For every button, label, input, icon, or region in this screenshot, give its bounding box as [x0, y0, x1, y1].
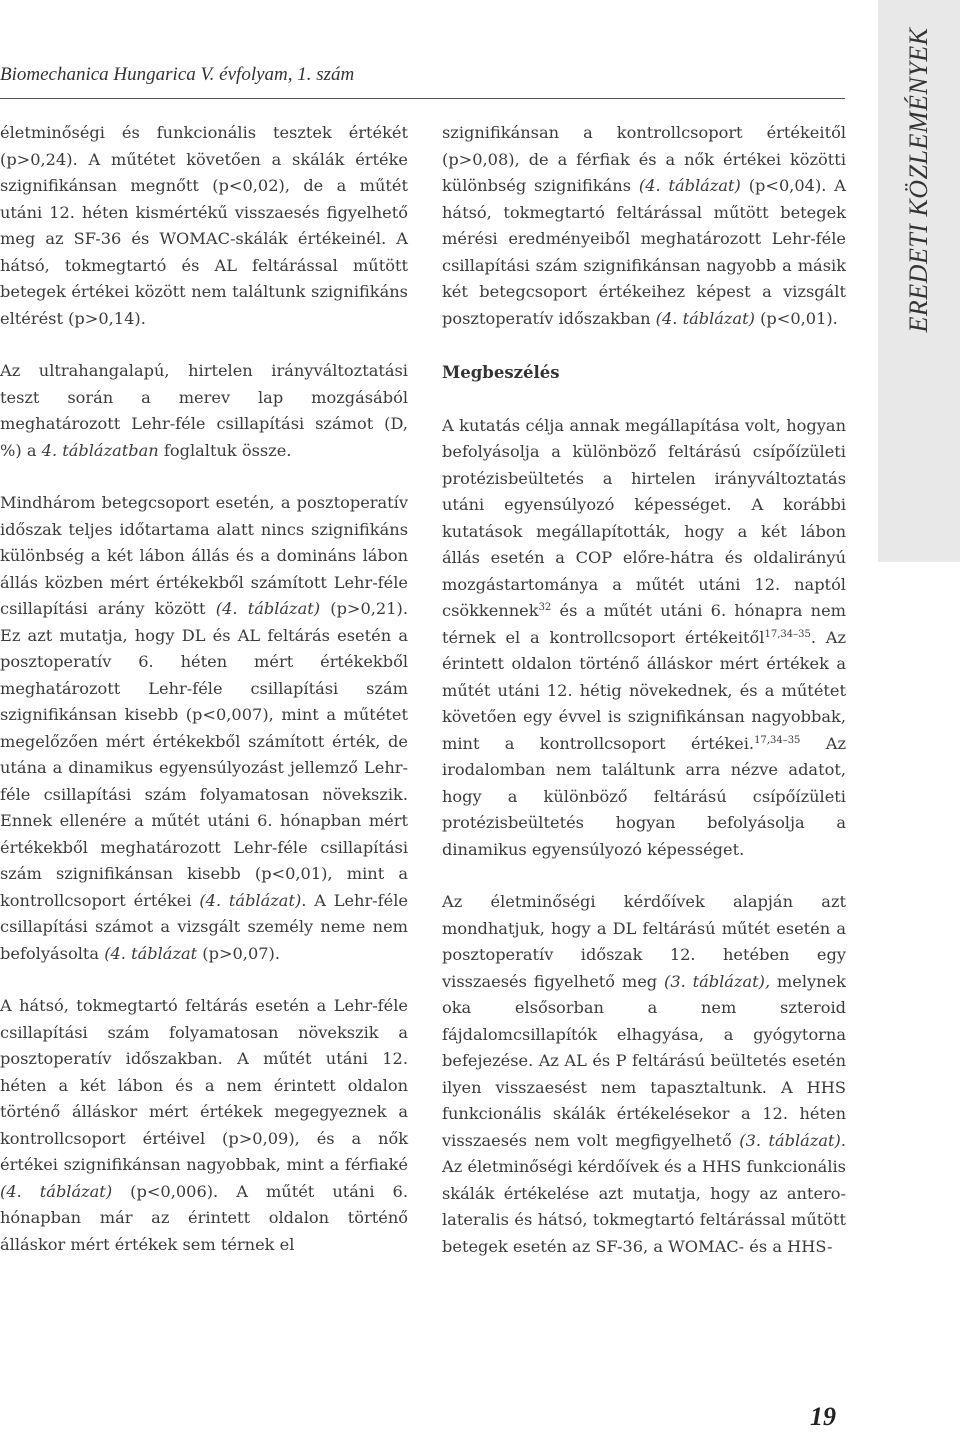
paragraph-text: és a műtét utáni 6. hónapra nem térnek el a kontrollcsoport értékeitől [442, 601, 846, 647]
page-number: 19 [810, 1402, 836, 1431]
table-reference: (4. táblázat) [638, 176, 741, 195]
paragraph-text: . Az érintett oldalon történő álláskor mért értékek a műtét utáni 12. hétig növekednek, és a műtétet követően egy évvel is szignifikánsan nagyobbak, mint a kontrollcsoport értékei. [442, 627, 846, 753]
paragraph-text: Az ultrahangalapú, hirtelen irányváltoztatási teszt során a merev lap mozgásából meghatározott Lehr-féle csillapítási számot (D, %) a [0, 361, 408, 460]
paragraph [442, 413, 846, 864]
side-tab-label: EREDETI KÖZLEMÉNYEK [904, 27, 933, 333]
table-reference: (3. táblázat) [739, 1130, 841, 1150]
citation-superscript: 32 [538, 602, 552, 613]
table-reference: (4. táblázat [104, 943, 198, 963]
table-reference: (4. táblázat) [215, 599, 321, 618]
paragraph-text: életminőségi és funkcionális tesztek értékét (p>0,24). A műtétet követően a skálák értéke szignifikánsan megnőtt (p<0,02), de a műtét utáni 12. héten kismértékű visszaesés figyelhető meg az SF-36 és WOMAC-skálák értékeinél. A hátsó, tokmegtartó és AL feltárással műtött betegek értékei között nem találtunk szignifikáns eltérést (p>0,14). [0, 123, 408, 328]
table-reference: (4. táblázat) [199, 890, 302, 910]
table-reference: (3. táblázat), [664, 971, 771, 991]
paragraph-text: Az életminőségi kérdőívek alapján azt mondhatjuk, hogy a DL feltárású műtét esetén a posztoperatív időszak 12. hetében egy visszaesés figyelhető meg [442, 892, 846, 991]
table-reference: 4. táblázatban [41, 440, 159, 460]
paragraph-text: . A Lehr-féle csillapítási számot a vizsgált személy neme nem befolyásolta [0, 890, 408, 963]
paragraph [442, 889, 846, 1260]
right-column [442, 120, 846, 1260]
citation-superscript: 17,34–35 [764, 628, 811, 640]
paragraph [0, 120, 408, 332]
paragraph-text: foglaltuk össze. [158, 440, 292, 460]
paragraph-text: szignifikánsan a kontrollcsoport értékeitől (p>0,08), de a férfiak és a nők értékei közötti különbség szignifikáns [442, 123, 846, 195]
section-heading: Megbeszélés [442, 363, 560, 382]
paragraph-text: melynek oka elsősorban a nem szteroid fájdalomcsillapítók elhagyása, a gyógytorna befejezése. Az AL és P feltárású beültetés esetén ilyen visszaesést nem tapasztaltunk. A HHS funkcionális skálák értékelésekor a 12. héten visszaesés nem volt megfigyelhető [442, 971, 846, 1150]
paragraph-text: A kutatás célja annak megállapítása volt, hogyan befolyásolja a különböző feltárású csípőízületi protézisbeültetés a hirtelen irányváltoztatás utáni egyensúlyozó képességet. A korábbi kutatások megállapították, hogy a két lábon állás esetén a COP előre-hátra és oldalirányú mozgástartománya a műtét utáni 12. naptól csökkennek [442, 415, 846, 620]
citation-superscript: 17,34–35 [754, 734, 801, 746]
paragraph-text: (p<0,04). A hátsó, tokmegtartó feltárással műtött betegek mérési eredményeiből meghatározott Lehr-féle csillapítási szám szignifikánsan nagyobb a másik két betegcsoport értékeihez képest a vizsgált posztoperatív időszakban [442, 176, 846, 328]
paragraph-text: Mindhárom betegcsoport esetén, a posztoperatív időszak teljes időtartama alatt nincs szignifikáns különbség a két lábon állás és a domináns lábon állás közben mért értékekből számított Lehr-féle csillapítási arány között [0, 493, 408, 618]
paragraph-text: Az irodalomban nem találtunk arra nézve adatot, hogy a különböző feltárású csípőízületi protézisbeültetés hogyan befolyásolja a dinamikus egyensúlyozó képességet. [442, 733, 846, 859]
header-rule [0, 98, 845, 99]
paragraph [0, 993, 408, 1258]
paragraph-text: (p<0,01). [754, 308, 838, 328]
running-header: Biomechanica Hungarica V. évfolyam, 1. szám [0, 64, 355, 85]
paragraph-text: (p>0,07). [197, 943, 281, 963]
table-reference: (4. táblázat) [0, 1181, 113, 1201]
paragraph [0, 490, 408, 967]
paragraph-text: (p<0,006). A műtét utáni 6. hónapban már az érintett oldalon történő álláskor mért értékek sem térnek el [0, 1181, 408, 1254]
paragraph-text: (p>0,21). Ez azt mutatja, hogy DL és AL feltárás esetén a posztoperatív 6. héten mért értékekből meghatározott Lehr-féle csillapítási szám szignifikánsan kisebb (p<0,007), mint a műtétet megelőzően mért értékekből számított érték, de utána a dinamikus egyensúlyozást jellemző Lehr-féle csillapítási szám folyamatosan növekszik. Ennek ellenére a műtét utáni 6. hónapban mért értékekből meghatározott Lehr-féle csillapítási szám szignifikánsan kisebb (p<0,01), mint a kontrollcsoport értékei [0, 599, 408, 910]
paragraph [442, 120, 846, 332]
paragraph [0, 358, 408, 464]
left-column [0, 120, 408, 1258]
paragraph-text: . Az életminőségi kérdőívek és a HHS funkcionális skálák értékelése azt mutatja, hogy az antero-lateralis és hátsó, tokmegtartó feltárással műtött betegek esetén az SF-36, a WOMAC- és a HHS- [442, 1130, 846, 1256]
section-side-tab [878, 0, 960, 562]
table-reference: (4. táblázat) [655, 308, 755, 328]
paragraph-text: A hátsó, tokmegtartó feltárás esetén a Lehr-féle csillapítási szám folyamatosan növekszik a posztoperatív időszakban. A műtét utáni 12. héten a két lábon és a nem érintett oldalon történő álláskor mért értékek megegyeznek a kontrollcsoport értéivel (p>0,09), és a nők értékei szignifikánsan nagyobbak, mint a férfiaké [0, 996, 408, 1174]
